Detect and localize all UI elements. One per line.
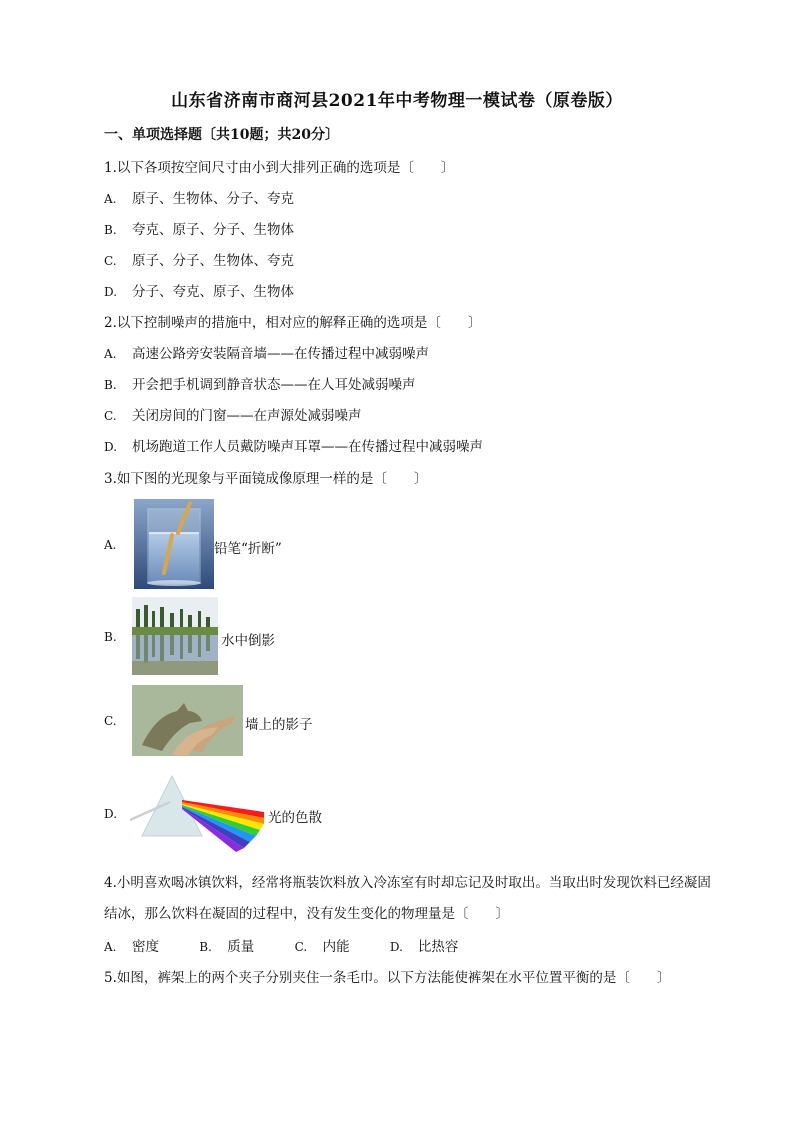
option-letter: B. (104, 223, 117, 237)
question-4-stem: 4.小明喜欢喝冰镇饮料，经常将瓶装饮料放入冷冻室有时却忘记及时取出。当取出时发现饮料已经凝固结冰，那么饮料在凝固的过程中，没有发生变化的物理量是〔 〕 (104, 875, 711, 922)
option-letter: D. (104, 285, 118, 299)
option-letter: B. (104, 630, 117, 644)
option-letter: A. (104, 538, 117, 552)
option-letter: A. (104, 347, 117, 361)
question-5-stem: 5.如图，裤架上的两个夹子分别夹住一条毛巾。以下方法能使裤架在水平位置平衡的是〔 〕 (104, 970, 671, 986)
section-heading: 一、单项选择题〔共10题；共20分〕 (104, 127, 339, 143)
question-1-option-a[interactable] (104, 187, 294, 207)
option-letter: C. (104, 409, 117, 423)
option-letter: D. (104, 440, 118, 454)
option-text: 机场跑道工作人员戴防噪声耳罩——在传播过程中减弱噪声 (132, 439, 483, 455)
option-text: 关闭房间的门窗——在声源处减弱噪声 (132, 408, 362, 424)
pencil-in-water-image (134, 499, 214, 589)
option-text: 高速公路旁安装隔音墙——在传播过程中减弱噪声 (132, 346, 429, 362)
option-text: 内能 (322, 939, 350, 955)
option-text: 质量 (227, 939, 255, 955)
question-4-option-c[interactable] (295, 939, 368, 955)
option-letter: A. (104, 192, 117, 206)
question-1-option-c[interactable] (104, 249, 294, 269)
option-letter: C. (294, 940, 308, 954)
question-2-option-d[interactable] (104, 435, 483, 455)
question-2-stem: 2.以下控制噪声的措施中，相对应的解释正确的选项是〔 〕 (104, 315, 482, 331)
option-letter: C. (104, 714, 117, 728)
question-1-option-b[interactable] (104, 218, 294, 238)
question-3-option-b[interactable] (104, 629, 132, 645)
question-4-option-a[interactable] (104, 939, 177, 955)
question-2-option-c[interactable] (104, 404, 362, 424)
question-4-options (104, 935, 494, 955)
option-letter: B. (199, 940, 212, 954)
question-1-option-d[interactable] (104, 280, 294, 300)
question-2-option-a[interactable] (104, 342, 429, 362)
page-title: 山东省济南市商河县2021年中考物理一模试卷（原卷版） (171, 91, 623, 111)
question-3-option-a[interactable] (104, 537, 132, 553)
question-1-stem: 1.以下各项按空间尺寸由小到大排列正确的选项是〔 〕 (104, 160, 455, 176)
option-text: 比热容 (417, 939, 459, 955)
option-text: 开会把手机调到静音状态——在人耳处减弱噪声 (132, 377, 416, 393)
question-3-option-b-caption: 水中倒影 (221, 633, 275, 649)
question-3-option-c[interactable] (104, 713, 132, 729)
option-letter: A. (104, 940, 117, 954)
question-3-option-a-caption: 铅笔“折断” (214, 541, 282, 557)
question-3-option-c-caption: 墙上的影子 (245, 717, 313, 733)
option-text: 密度 (132, 939, 159, 955)
option-letter: B. (104, 378, 117, 392)
option-text: 原子、分子、生物体、夸克 (132, 253, 294, 269)
question-3-option-d[interactable] (104, 806, 132, 822)
question-4-option-b[interactable] (199, 939, 272, 955)
option-text: 原子、生物体、分子、夸克 (132, 191, 294, 207)
option-letter: D. (389, 940, 403, 954)
option-letter: D. (104, 807, 118, 821)
option-text: 分子、夸克、原子、生物体 (132, 284, 294, 300)
prism-dispersion-image (130, 772, 266, 854)
wall-shadow-image (132, 685, 243, 756)
question-4-option-d[interactable] (390, 939, 477, 955)
question-3-option-d-caption: 光的色散 (268, 810, 322, 826)
question-2-option-b[interactable] (104, 373, 416, 393)
option-letter: C. (104, 254, 117, 268)
water-reflection-image (132, 597, 218, 675)
option-text: 夸克、原子、分子、生物体 (132, 222, 294, 238)
question-3-stem: 3.如下图的光现象与平面镜成像原理一样的是〔 〕 (104, 471, 428, 487)
